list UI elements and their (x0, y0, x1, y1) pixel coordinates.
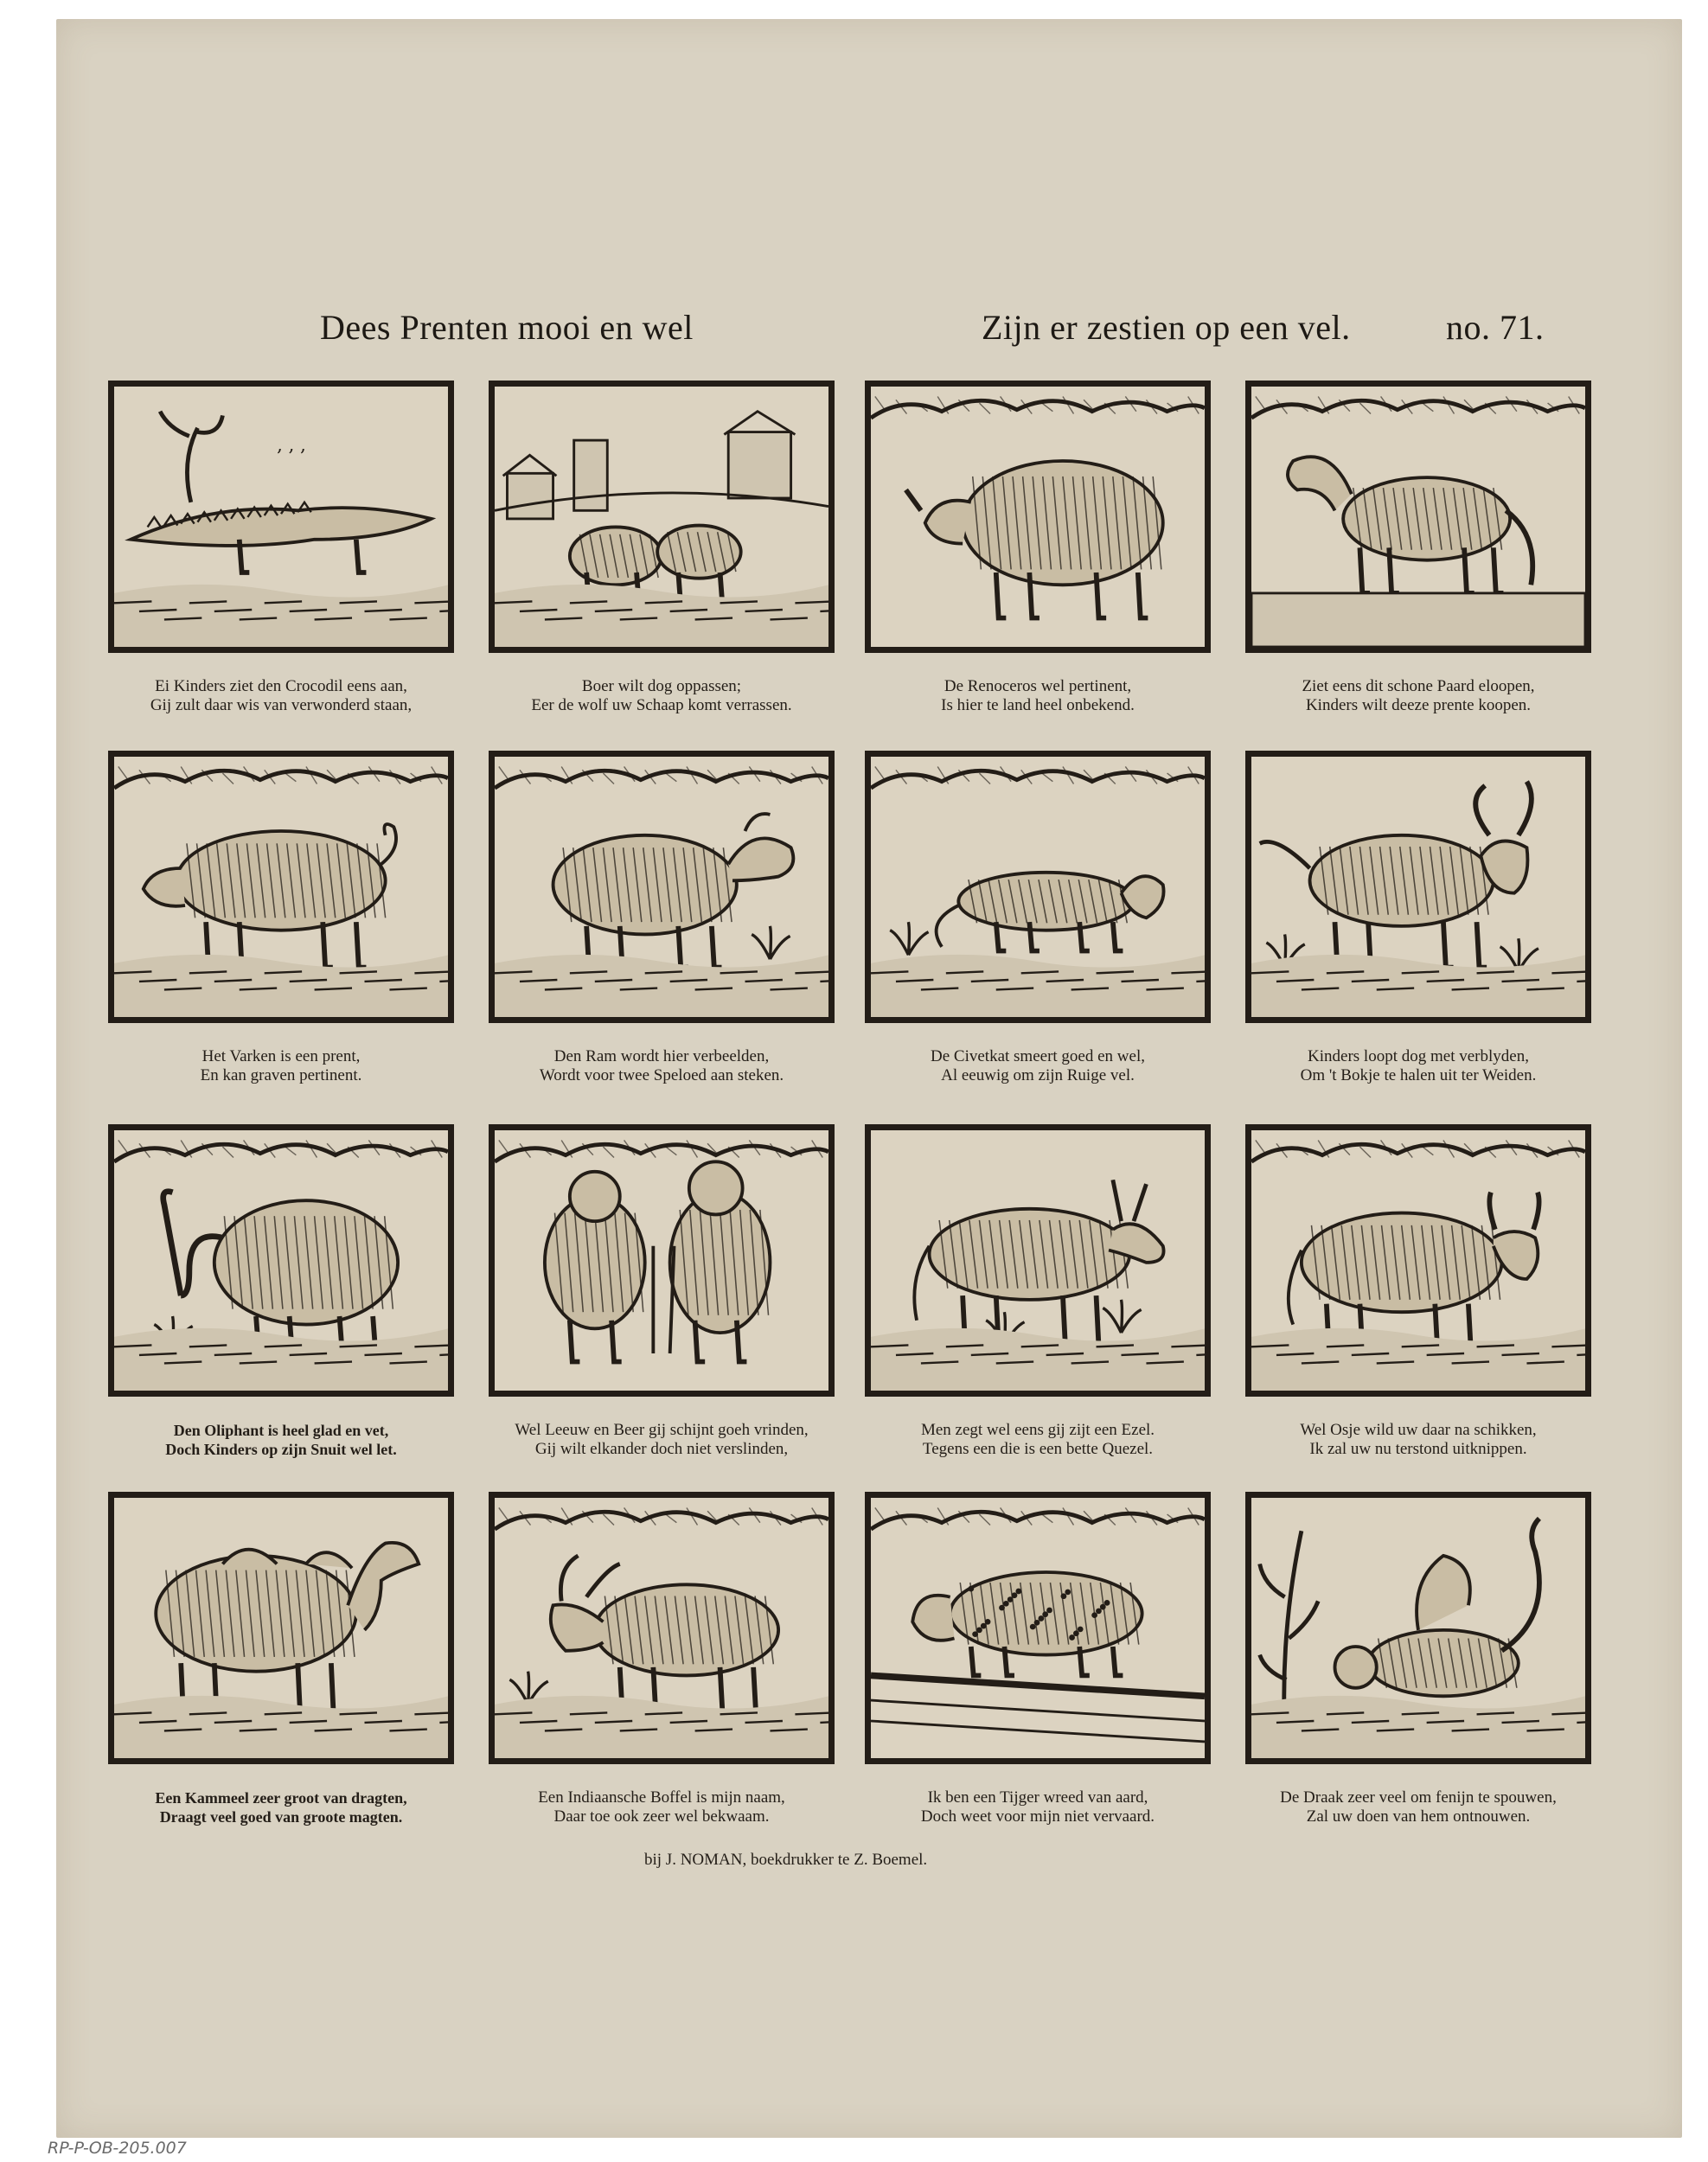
caption-line-1: Men zegt wel eens gij zijt een Ezel. (920, 1421, 1155, 1439)
caption-line-2: Doch Kinders op zijn Snuit wel let. (165, 1441, 397, 1458)
caption-line-1: Den Oliphant is heel glad en vet, (173, 1422, 389, 1439)
caption-line-2: Om 't Bokje te halen uit ter Weiden. (1300, 1066, 1537, 1084)
caption-line-2: Ik zal uw nu terstond uitknippen. (1309, 1440, 1527, 1458)
woodcut-print (489, 1124, 835, 1397)
caption-line-1: De Civetkat smeert goed en wel, (931, 1047, 1145, 1065)
print-caption (839, 1788, 1237, 1826)
camel-icon (114, 1498, 448, 1758)
print-caption (463, 1421, 860, 1459)
caption-line-1: Kinders loopt dog met verblyden, (1308, 1047, 1529, 1065)
caption-line-1: Ik ben een Tijger wreed van aard, (927, 1788, 1148, 1807)
caption-line-2: Al eeuwig om zijn Ruige vel. (941, 1066, 1135, 1084)
print-caption (1219, 677, 1617, 715)
caption-line-2: Tegens een die is een bette Quezel. (922, 1440, 1154, 1458)
woodcut-print (1245, 1492, 1591, 1764)
woodcut-print (489, 1492, 835, 1764)
caption-line-2: Daar toe ook zeer wel bekwaam. (553, 1807, 770, 1826)
caption-line-2: Doch weet voor mijn niet vervaard. (920, 1807, 1155, 1826)
caption-line-2: Eer de wolf uw Schaap komt verrassen. (531, 696, 792, 714)
woodcut-print (489, 381, 835, 653)
horse-icon (1251, 387, 1585, 647)
caption-line-2: En kan graven pertinent. (200, 1066, 362, 1084)
caption-line-2: Gij zult daar wis van verwonderd staan, (150, 696, 413, 714)
ram-icon (495, 757, 828, 1017)
woodcut-print (865, 1492, 1211, 1764)
dragon-icon (1251, 1498, 1585, 1758)
caption-line-1: Wel Leeuw en Beer gij schijnt goeh vrinden, (515, 1421, 809, 1439)
print-caption (463, 1788, 860, 1826)
woodcut-print (108, 751, 454, 1023)
caption-line-2: Gij wilt elkander doch niet verslinden, (534, 1440, 789, 1458)
rhinoceros-icon (871, 387, 1205, 647)
caption-line-1: Ei Kinders ziet den Crocodil eens aan, (155, 677, 407, 695)
print-caption (1219, 1047, 1617, 1085)
caption-line-1: Een Indiaansche Boffel is mijn naam, (538, 1788, 785, 1807)
caption-line-1: De Renoceros wel pertinent, (944, 677, 1132, 695)
caption-line-2: Zal uw doen van hem ontnouwen. (1306, 1807, 1531, 1826)
woodcut-print (865, 1124, 1211, 1397)
inventory-number: RP-P-OB-205.007 (48, 2139, 187, 2158)
print-caption (1219, 1788, 1617, 1826)
sheet-number: no. 71. (1446, 308, 1545, 347)
print-caption (839, 1421, 1237, 1459)
woodcut-print (1245, 751, 1591, 1023)
svg-text:, , ,: , , , (277, 433, 306, 456)
woodcut-print (1245, 381, 1591, 653)
cat-icon (871, 757, 1205, 1017)
caption-line-1: Het Varken is een prent, (202, 1047, 361, 1065)
print-caption (839, 1047, 1237, 1085)
elephant-icon (114, 1130, 448, 1391)
donkey-icon (871, 1130, 1205, 1391)
caption-line-1: Een Kammeel zeer groot van dragten, (155, 1789, 407, 1807)
print-caption (82, 677, 480, 715)
pig-icon (114, 757, 448, 1017)
print-caption (463, 1047, 860, 1085)
print-caption (82, 1047, 480, 1085)
woodcut-print (1245, 1124, 1591, 1397)
tiger-icon (871, 1498, 1205, 1758)
header-left: Dees Prenten mooi en wel (320, 308, 694, 347)
caption-line-1: Wel Osje wild uw daar na schikken, (1300, 1421, 1537, 1439)
print-caption (463, 677, 860, 715)
caption-line-2: Draagt veel goed van groote magten. (159, 1808, 403, 1826)
caption-line-2: Kinders wilt deeze prente koopen. (1305, 696, 1532, 714)
print-caption (839, 677, 1237, 715)
caption-line-1: De Draak zeer veel om fenijn te spouwen, (1280, 1788, 1557, 1807)
crocodile-icon (114, 387, 448, 647)
woodcut-print (865, 751, 1211, 1023)
buffalo-icon (495, 1498, 828, 1758)
caption-line-1: Boer wilt dog oppassen; (581, 677, 742, 695)
goat-icon (1251, 757, 1585, 1017)
woodcut-print (865, 381, 1211, 653)
woodcut-print (108, 381, 454, 653)
caption-line-2: Is hier te land heel onbekend. (941, 696, 1135, 714)
caption-line-1: Ziet eens dit schone Paard eloopen, (1302, 677, 1535, 695)
wolf-sheep-icon (495, 387, 828, 647)
caption-line-2: Wordt voor twee Speloed aan steken. (539, 1066, 784, 1084)
print-caption (82, 1421, 480, 1459)
print-caption (82, 1788, 480, 1826)
woodcut-print (108, 1124, 454, 1397)
print-caption (1219, 1421, 1617, 1459)
printer-imprint: bij J. NOMAN, boekdrukker te Z. Boemel. (644, 1851, 928, 1869)
ox-icon (1251, 1130, 1585, 1391)
lion-bear-icon (495, 1130, 828, 1391)
caption-line-1: Den Ram wordt hier verbeelden, (553, 1047, 770, 1065)
woodcut-print (489, 751, 835, 1023)
woodcut-print (108, 1492, 454, 1764)
header-right: Zijn er zestien op een vel. (982, 308, 1351, 347)
